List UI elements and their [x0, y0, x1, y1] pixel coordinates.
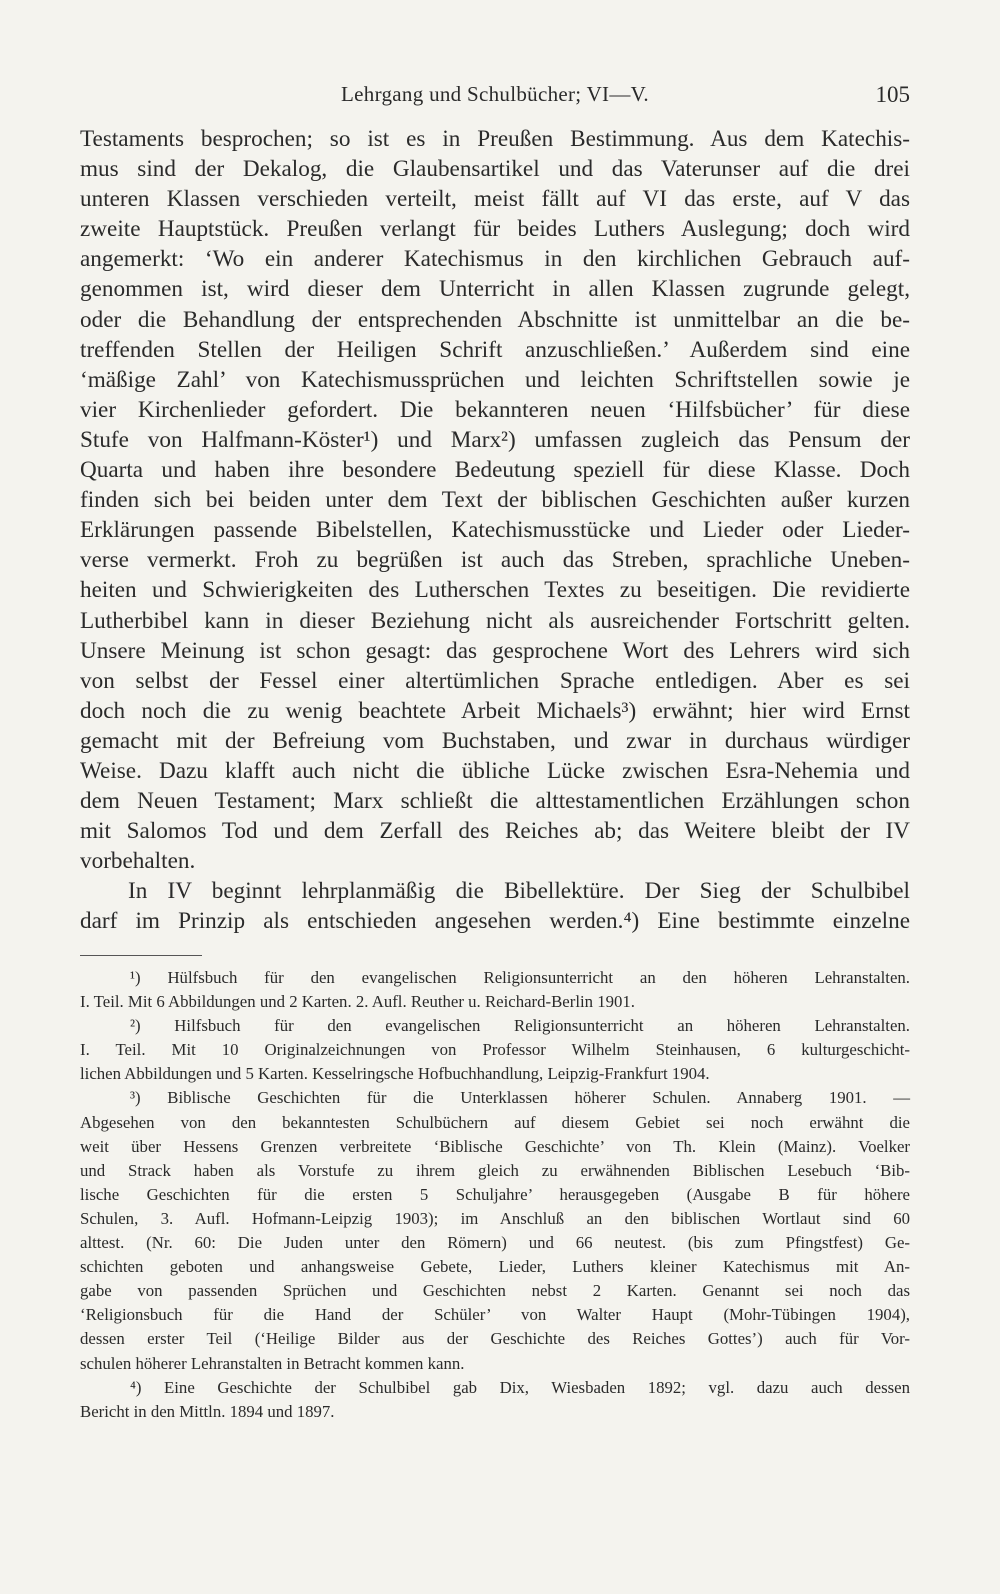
body-line: Testaments besprochen; so ist es in Preußen Bestimmung. Aus dem Katechis- [80, 126, 910, 152]
footnote-line: I. Teil. Mit 6 Abbildungen und 2 Karten. 2. Aufl. Reuther u. Reichard-Berlin 1901. [80, 992, 636, 1012]
footnote-line: gabe von passenden Sprüchen und Geschichten nebst 2 Karten. Genannt sei noch das [80, 1281, 910, 1301]
footnote-line: ʻReligionsbuch für die Hand der Schüler’ von Walter Haupt (Mohr-Tübingen 1904), [80, 1305, 910, 1325]
footnote-line: I. Teil. Mit 10 Originalzeichnungen von Professor Wilhelm Steinhausen, 6 kulturgeschicht- [80, 1040, 910, 1060]
footnote-line: Bericht in den Mittln. 1894 und 1897. [80, 1401, 335, 1421]
body-line: gemacht mit der Befreiung vom Buchstaben, und zwar in durchaus würdiger [80, 727, 910, 754]
page-header [80, 82, 910, 112]
body-line: Lutherbibel kann in dieser Beziehung nicht als ausreichender Fortschritt gelten. [80, 607, 910, 634]
footnote-line: alttest. (Nr. 60: Die Juden unter den Römern) und 66 neutest. (bis zum Pfingstfest) Ge- [80, 1233, 910, 1253]
body-line: heiten und Schwierigkeiten des Lutherschen Textes zu beseitigen. Die revidierte [80, 577, 910, 604]
body-line: doch noch die zu wenig beachtete Arbeit Michaels³) erwähnt; hier wird Ernst [80, 697, 910, 724]
footnote-line: weit über Hessens Grenzen verbreitete ʻBiblische Geschichte’ von Th. Klein (Mainz). Voelker [80, 1136, 910, 1156]
body-line: vier Kirchenlieder gefordert. Die bekannteren neuen ʻHilfsbücher’ für diese [80, 396, 910, 423]
body-line: vorbehalten. [80, 848, 196, 875]
body-line: mus sind der Dekalog, die Glaubensartikel und das Vaterunser auf die drei [80, 156, 910, 183]
footnote-line: lichen Abbildungen und 5 Karten. Kesselringsche Hofbuchhandlung, Leipzig-Frankfurt 1904. [80, 1064, 710, 1084]
footnote-line: lische Geschichten für die ersten 5 Schuljahre’ herausgegeben (Ausgabe B für höhere [80, 1184, 910, 1204]
body-line: Weise. Dazu klafft auch nicht die übliche Lücke zwischen Esra-Nehemia und [80, 757, 910, 784]
body-line: darf im Prinzip als entschieden angesehen werden.⁴) Eine bestimmte einzelne [80, 908, 910, 935]
body-line: In IV beginnt lehrplanmäßig die Bibellektüre. Der Sieg der Schulbibel [128, 878, 910, 905]
footnote-line: ²) Hilfsbuch für den evangelischen Religionsunterricht an höheren Lehranstalten. [130, 1016, 910, 1036]
footnote-line: schichten geboten und anhangsweise Gebete, Lieder, Luthers kleiner Katechismus mit An- [80, 1257, 910, 1277]
footnote-line: ⁴) Eine Geschichte der Schulbibel gab Dix, Wiesbaden 1892; vgl. dazu auch dessen [130, 1377, 910, 1397]
footnote-line: Abgesehen von den bekanntesten Schulbüchern auf diesem Gebiet sei noch erwähnt die [80, 1112, 910, 1132]
body-line: verse vermerkt. Froh zu begrüßen ist auch das Streben, sprachliche Uneben- [80, 547, 910, 574]
body-line: mit Salomos Tod und dem Zerfall des Reiches ab; das Weitere bleibt der IV [80, 818, 910, 845]
page-number: 105 [875, 82, 910, 107]
footnote-line: dessen erster Teil (ʻHeilige Bilder aus der Geschichte des Reiches Gottes’) auch für Vor- [80, 1329, 910, 1349]
footnotes [80, 966, 910, 1424]
body-text [80, 124, 910, 937]
footnote-line: ³) Biblische Geschichten für die Unterklassen höherer Schulen. Annaberg 1901. — [130, 1088, 910, 1108]
body-line: genommen ist, wird dieser dem Unterricht in allen Klassen zugrunde gelegt, [80, 276, 910, 303]
body-line: Erklärungen passende Bibelstellen, Katechismusstücke und Lieder oder Lieder- [80, 517, 910, 544]
body-line: finden sich bei beiden unter dem Text der biblischen Geschichten außer kurzen [80, 487, 910, 514]
footnote-line: schulen höherer Lehranstalten in Betracht kommen kann. [80, 1353, 465, 1373]
body-line: von selbst der Fessel einer altertümlichen Sprache entledigen. Aber es sei [80, 667, 910, 694]
footnote-rule [80, 955, 202, 956]
body-line: ʻmäßige Zahl’ von Katechismussprüchen und leichten Schriftstellen sowie je [80, 366, 910, 393]
body-line: Quarta und haben ihre besondere Bedeutung speziell für diese Klasse. Doch [80, 457, 910, 484]
running-head: Lehrgang und Schulbücher; VI—V. [341, 82, 649, 106]
body-line: Unsere Meinung ist schon gesagt: das gesprochene Wort des Lehrers wird sich [80, 637, 910, 664]
footnote-line: und Strack haben als Vorstufe zu ihrem gleich zu erwähnenden Biblischen Lesebuch ʻBib- [80, 1160, 910, 1180]
body-line: zweite Hauptstück. Preußen verlangt für beides Luthers Auslegung; doch wird [80, 216, 910, 243]
body-line: unteren Klassen verschieden verteilt, meist fällt auf VI das erste, auf V das [80, 186, 910, 213]
body-line: treffenden Stellen der Heiligen Schrift anzuschließen.’ Außerdem sind eine [80, 336, 910, 363]
body-line: oder die Behandlung der entsprechenden Abschnitte ist unmittelbar an die be- [80, 306, 910, 333]
footnote-line: Schulen, 3. Aufl. Hofmann-Leipzig 1903); im Anschluß an den biblischen Wortlaut sind 60 [80, 1208, 910, 1228]
body-line: angemerkt: ʻWo ein anderer Katechismus in den kirchlichen Gebrauch auf- [80, 246, 910, 273]
footnote-line: ¹) Hülfsbuch für den evangelischen Religionsunterricht an den höheren Lehranstalten. [130, 968, 910, 987]
body-line: Stufe von Halfmann-Köster¹) und Marx²) umfassen zugleich das Pensum der [80, 426, 910, 453]
body-line: dem Neuen Testament; Marx schließt die alttestamentlichen Erzählungen schon [80, 788, 910, 815]
